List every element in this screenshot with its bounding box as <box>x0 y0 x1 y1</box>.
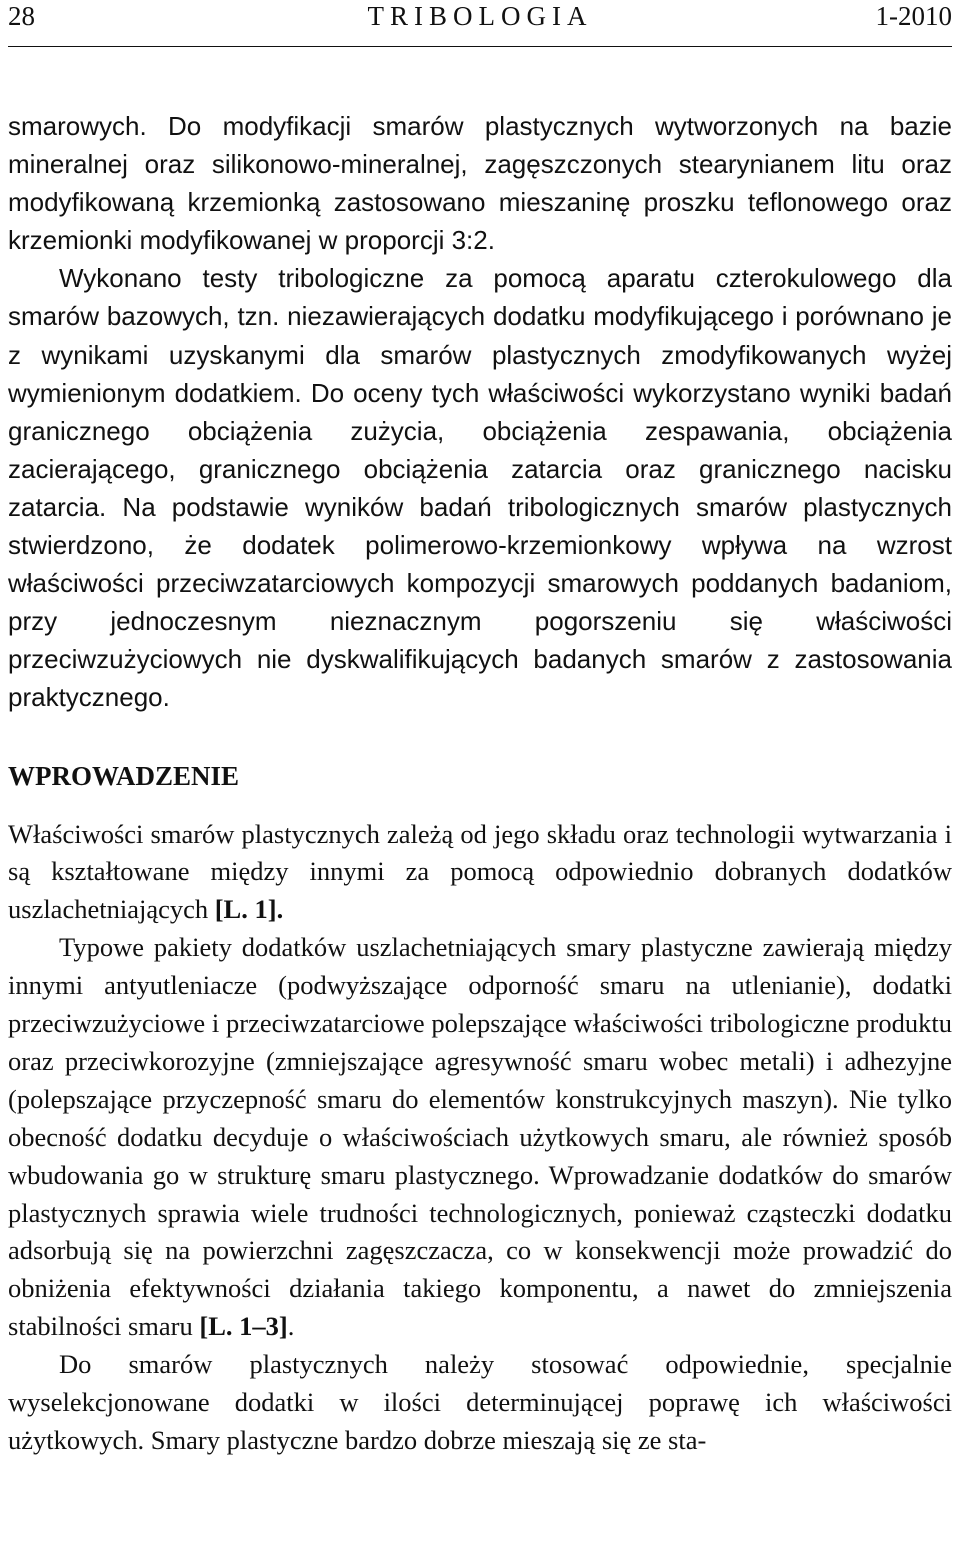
citation: [L. 1–3] <box>199 1311 288 1342</box>
citation: [L. 1] <box>214 894 277 925</box>
citation-period: . <box>287 1311 295 1342</box>
paragraph-text: Typowe pakiety dodatków uszlachetniających smary plastyczne zawierają między innymi antyutleniacze (podwyższające odporność smaru na utlenianie), dodatki przeciwzużyciowe i przeciwzatarciowe polepszające właściwości tribologiczne produktu oraz przeciwkorozyjne (zmniejszające agresywność smaru wobec metali) i adhezyjne (polepszające przyczepność smaru do elementów konstrukcyjnych maszyn). Nie tylko obecność dodatku decyduje o właściwościach użytkowych smaru, ale również sposób wbudowania go w strukturę smaru plastycznego. Wprowadzanie dodatków do smarów plastycznych sprawia wiele trudności technologicznych, ponieważ cząsteczki dodatku adsorbują się na powierzchni zagęszczacza, co w konsekwencji może prowadzić do obniżenia efektywności działania takiego komponentu, a nawet do zmniejszenia stabilności smaru <box>8 932 952 1342</box>
citation-period: . <box>276 894 284 925</box>
abstract <box>8 107 952 717</box>
body-paragraph-1 <box>8 816 952 930</box>
page-number: 28 <box>8 1 35 31</box>
section-heading: WPROWADZENIE <box>8 760 240 791</box>
abstract-paragraph-1: smarowych. Do modyfikacji smarów plastycznych wytworzonych na bazie mineralnej oraz silikonowo-mineralnej, zagęszczonych stearynianem litu oraz modyfikowaną krzemionką zastosowano mieszaninę proszku teflonowego oraz krzemionki modyfikowanej w proporcji 3:2. <box>8 111 952 256</box>
issue-number: 1-2010 <box>875 1 952 31</box>
body-paragraph-3: Do smarów plastycznych należy stosować odpowiednie, specjalnie wyselekcjonowane dodatki w ilości determinującej poprawę ich właściwości użytkowych. Smary plastyczne bardzo dobrze mieszają się ze sta- <box>8 1349 952 1455</box>
body-paragraph-2 <box>8 929 952 1346</box>
running-header <box>8 0 952 47</box>
body-text <box>8 816 952 1460</box>
document-page <box>8 0 952 1460</box>
paragraph-text: Właściwości smarów plastycznych zależą od jego składu oraz technologii wytwarzania i są kształtowane między innymi za pomocą odpowiednio dobranych dodatków uszlachetniających <box>8 818 952 925</box>
abstract-paragraph-2: Wykonano testy tribologiczne za pomocą aparatu czterokulowego dla smarów bazowych, tzn. niezawierających dodatku modyfikującego i porównano je z wynikami uzyskanymi dla smarów plastycznych zmodyfikowanych wyżej wymienionym dodatkiem. Do oceny tych właściwości wykorzystano wyniki badań granicznego obciążenia zużycia, obciążenia zespawania, obciążenia zacierającego, granicznego obciążenia zatarcia oraz granicznego nacisku zatarcia. Na podstawie wyników badań tribologicznych smarów plastycznych stwierdzono, że dodatek polimerowo-krzemionkowy wpływa na wzrost właściwości przeciwzatarciowych kompozycji smarowych poddanych badaniom, przy jednoczesnym nieznacznym pogorszeniu się właściwości przeciwzużyciowych nie dyskwalifikujących badanych smarów z zastosowania praktycznego. <box>8 263 952 713</box>
journal-title: TRIBOLOGIA <box>367 1 593 31</box>
